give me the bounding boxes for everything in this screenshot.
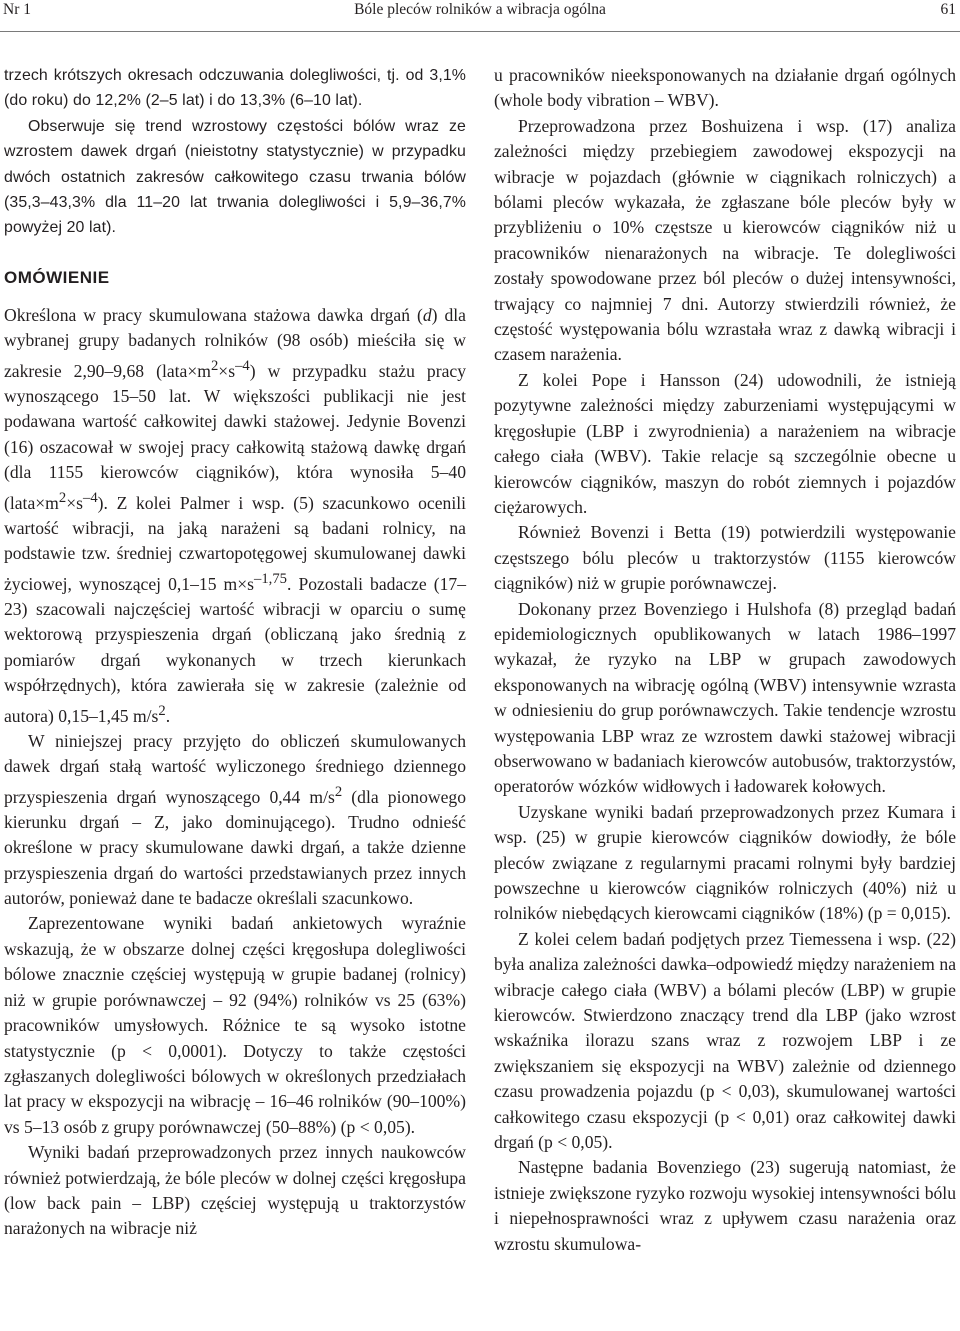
section-heading: OMÓWIENIE	[4, 267, 110, 287]
paragraph-bovenzi-betta: Również Bovenzi i Betta (19) potwierdzili występowanie częstszego bólu pleców u traktorzystów (1155 kierowców ciągników) niż w grupie porównawczej.	[494, 522, 956, 594]
paragraph-pope-hansson: Z kolei Pope i Hansson (24) udowodnili, że istnieją pozytywne zależności między zaburzeniami występującymi w kręgosłupie (LBP i zwyrodnienia) a narażeniem na wibracje całego ciała (WBV). Takie relacje są szczególnie obecne u kierowców ciągników, maszyn do robót ziemnych i pojazdów ciężarowych.	[494, 369, 956, 517]
paragraph-trend: Obserwuje się trend wzrostowy częstości bólów wraz ze wzrostem dawek drgań (nieistotny statystycznie) w przypadku dwóch ostatnich zakresów całkowitego czasu trwania bólów (35,3‒43,3% dla 11‒20 lat trwania dolegliwości i 5,9‒36,7% powyżej 20 lat).	[4, 117, 466, 237]
left-column	[4, 63, 466, 1242]
paragraph-survey-results: Zaprezentowane wyniki badań ankietowych wyraźnie wskazują, że w obszarze dolnej części kręgosłupa dolegliwości bólowe znacznie częściej występują w grupie badanej (rolnicy) niż w grupie porównawczej – 92 (94%) rolników vs 25 (63%) pracowników umysłowych. Różnice te są wysoko istotne statystycznie (p < 0,0001). Dotyczy to także częstości zgłaszanych dolegliwości bólowych w określonych przedziałach lat pracy w ekspozycji na wibrację – 16‒46 rolników (90‒100%) vs 5‒13 osób z grupy porównawczej (50‒88%) (p < 0,05).	[4, 913, 466, 1137]
paragraph-dose: Określona w pracy skumulowana stażowa dawka drgań (d) dla wybranej grupy badanych rolników (98 osób) mieściła się w zakresie 2,90‒9,68 $(lata\times m^2\times s^{-4})$ w przypadku stażu pracy wynoszącego 15‒50 lat. W większości publikacji nie jest podawana wartość całkowitej dawki stażowej. Jedynie Bovenzi (16) oszacował w swojej pracy całkowitą stażową dawkę drgań (dla 1155 kierowców ciągników), która wynosiła 5‒40 $(lata\times m^2\times s^{-4})$. Z kolei Palmer i wsp. (5) szacunkowo ocenili wartość wibracji, na jaką narażeni są badani rolnicy, na podstawie tzw. średniej czwartopotęgowej skumulowanej dawki życiowej, wynoszącej 0,1‒15 $m\times s^{-1,75}$. Pozostali badacze (17‒23) szacowali najczęściej wartość wibracji w oparciu o sumę wektorową przyspieszenia drgań (obliczaną jako średnią z pomiarów drgań wykonanych w trzech kierunkach współrzędnych), która zawierała się w zakresie (zależnie od autora) 0,15‒1,45 $m/s^2$.	[4, 304, 466, 726]
running-header	[0, 0, 960, 20]
running-title: Bóle pleców rolników a wibracja ogólna	[354, 1, 606, 18]
right-column	[494, 63, 956, 1257]
paragraph-bovenzi-hulshof: Dokonany przez Bovenziego i Hulshofa (8) przegląd badań epidemiologicznych opublikowanych w latach 1986‒1997 wykazał, że ryzyko na LBP w grupach zawodowych eksponowanych na wibrację ogólną (WBV) intensywnie wzrasta w odniesieniu do grup porównawczych. Takie tendencje wzrostu występowania LBP wraz ze wzrostem dawki stażowej wibracji obserwowano w badaniach kierowców autobusów, traktorzystów, operatorów wózków widłowych i ładowarek kołowych.	[494, 598, 956, 797]
paragraph-continued: trzech krótszych okresach odczuwania dolegliwości, tj. od 3,1% (do roku) do 12,2% (2‒5 lat) i do 13,3% (6‒10 lat).	[4, 67, 466, 110]
page-number: 61	[940, 1, 956, 18]
paragraph-boshuizen: Przeprowadzona przez Boshuizena i wsp. (17) analiza zależności między przebiegiem zawodowej ekspozycji na wibracje w pojazdach (głównie w ciągnikach rolniczych) a bólami pleców wykazała, że zgłaszane bóle pleców były w przybliżeniu o 10% częstsze u kierowców ciągników niż u pracowników nienarażonych na wibracje. Te dolegliwości zostały spowodowane przez ból pleców o dużej intensywności, trwający co najmniej 7 dni. Autorzy stwierdzili również, że częstość występowania bólu wzrastała wraz z dawką wibracji i czasem narażenia.	[494, 115, 956, 365]
paragraph-other-studies: Wyniki badań przeprowadzonych przez innych naukowców również potwierdzają, że bóle pleców w dolnej części kręgosłupa (low back pain – LBP) częściej występują u traktorzystów narażonych na wibracje niż	[4, 1142, 466, 1239]
paragraph-bovenzi-next: Następne badania Bovenziego (23) sugerują natomiast, że istnieje zwiększone ryzyko rozwoju wysokiej intensywności bólu i niepełnosprawności wraz z upływem czasu narażenia oraz wzrostu skumulowa-	[494, 1157, 956, 1254]
header-rule	[0, 31, 960, 32]
paragraph-acceleration: W niniejszej pracy przyjęto do obliczeń skumulowanych dawek drgań stałą wartość wyliczonego średniego dziennego przyspieszenia drgań wynoszącego 0,44 $m/s^2$ (dla pionowego kierunku drgań – Z, jako dominującego). Trudno odnieść określone w pracy skumulowane dawki drgań, a także dzienne przyspieszenia drgań do wartości przedstawianych przez innych autorów, ponieważ dane te badacze określali szacunkowo.	[4, 730, 466, 909]
issue-number: Nr 1	[3, 1, 31, 18]
paragraph-kumar: Uzyskane wyniki badań przeprowadzonych przez Kumara i wsp. (25) w grupie kierowców ciągników dowiodły, że bóle pleców związane z regularnymi pracami rolnymi były bardziej powszechne u kierowców ciągników rolniczych (40%) niż u rolników niebędących kierowcami ciągników (18%) (p = 0,015).	[494, 801, 956, 924]
paragraph-continued-right: u pracowników nieeksponowanych na działanie drgań ogólnych (whole body vibration – WBV).	[494, 65, 956, 111]
paragraph-tiemessen: Z kolei celem badań podjętych przez Tiemessena i wsp. (22) była analiza zależności dawka–odpowiedź między narażeniem na wibracje całego ciała (WBV) a bólami pleców (LBP) w grupie kierowców. Stwierdzono znaczący trend dla LBP (jako wzrost wskaźnika ilorazu szans wraz z rozwojem LBP i ze zwiększaniem się ekspozycji na WBV) zależnie od dziennego czasu prowadzenia pojazdu (p < 0,03), skumulowanej wartości całkowitego czasu ekspozycji (p < 0,01) oraz całkowitej dawki drgań (p < 0,05).	[494, 928, 956, 1153]
